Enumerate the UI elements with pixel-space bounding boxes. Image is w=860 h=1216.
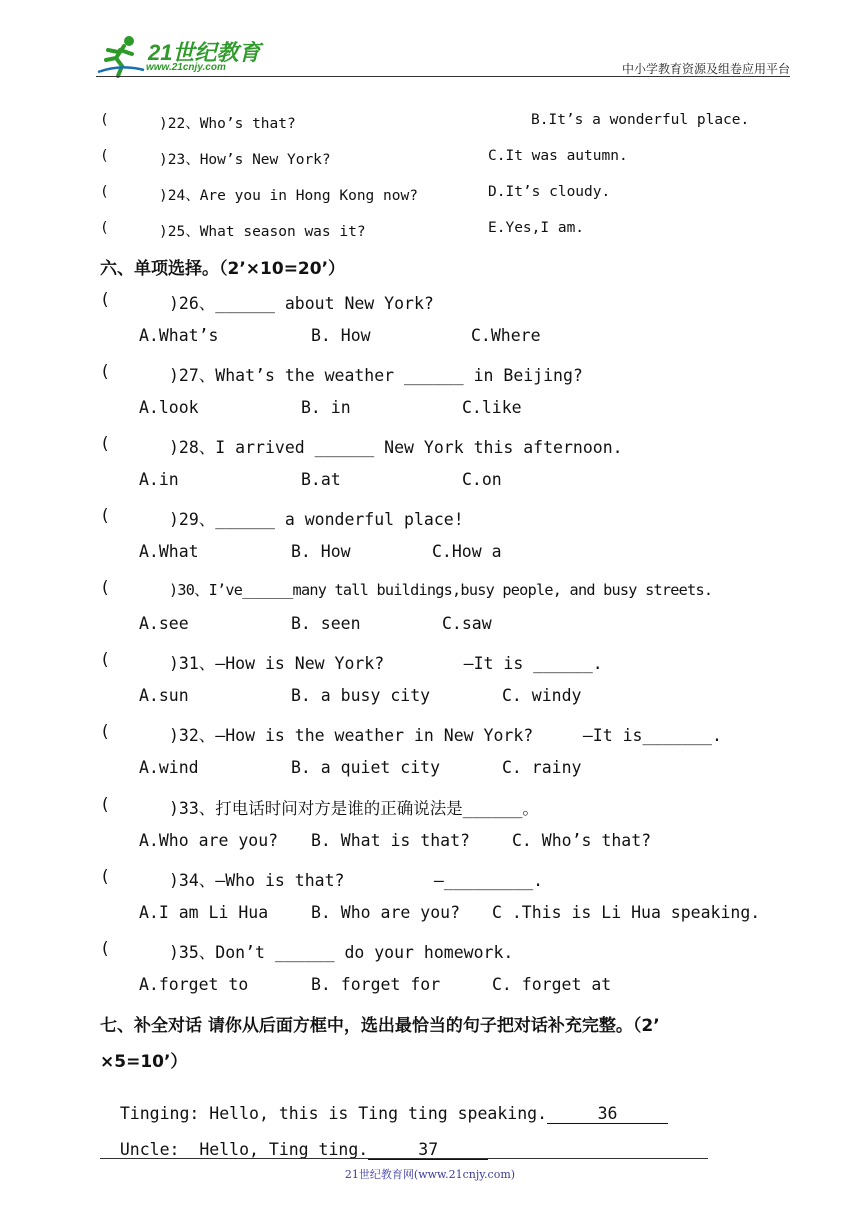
q26-option-b: B. How bbox=[311, 326, 371, 345]
question-29: )29、______ a wonderful place! bbox=[169, 510, 464, 529]
q31-option-c: C. windy bbox=[502, 686, 582, 705]
question-31: )31、—How is New York? —It is ______. bbox=[169, 654, 603, 673]
paren-33: ( bbox=[100, 795, 110, 814]
blank-37 bbox=[368, 1140, 488, 1160]
q32-option-c: C. rainy bbox=[502, 758, 582, 777]
q31-option-a: A.sun bbox=[139, 686, 189, 705]
question-25: )25、What season was it? bbox=[159, 224, 366, 240]
blank-36 bbox=[547, 1104, 668, 1124]
q31-option-b: B. a busy city bbox=[291, 686, 431, 705]
q35-option-b: B. forget for bbox=[311, 975, 441, 994]
question-34: )34、—Who is that? —_________. bbox=[169, 871, 544, 890]
option-b-match: B.It’s a wonderful place. bbox=[531, 112, 750, 128]
question-30: )30、I’ve______many tall buildings,busy people, and busy streets. bbox=[169, 581, 713, 599]
paren-26: ( bbox=[100, 290, 110, 309]
logo-url: www.21cnjy.com bbox=[146, 62, 226, 73]
paren-28: ( bbox=[100, 434, 110, 453]
q28-option-a: A.in bbox=[139, 470, 179, 489]
logo-text: 21世纪教育 bbox=[148, 40, 261, 65]
question-22: )22、Who’s that? bbox=[159, 116, 296, 132]
blank-37-number: 37 bbox=[418, 1140, 439, 1159]
q29-option-b: B. How bbox=[291, 542, 351, 561]
dialog-text-36: Tinging: Hello, this is Ting ting speaking. bbox=[119, 1104, 548, 1123]
paren-25: ( bbox=[100, 220, 109, 236]
dialog-line-36 bbox=[100, 1085, 668, 1124]
paren-27: ( bbox=[100, 362, 110, 381]
paren-35: ( bbox=[100, 939, 110, 958]
q27-option-c: C.like bbox=[462, 398, 522, 417]
option-c-match: C.It was autumn. bbox=[488, 148, 628, 164]
paren-23: ( bbox=[100, 148, 109, 164]
q30-option-b: B. seen bbox=[291, 614, 361, 633]
blank-36-number: 36 bbox=[597, 1104, 618, 1123]
option-d-match: D.It’s cloudy. bbox=[488, 184, 611, 200]
platform-name: 中小学教育资源及组卷应用平台 bbox=[621, 62, 790, 76]
paren-30: ( bbox=[100, 578, 110, 597]
paren-34: ( bbox=[100, 867, 110, 886]
question-33: )33、打电话时问对方是谁的正确说法是______。 bbox=[169, 799, 539, 818]
dialog-line-37 bbox=[100, 1121, 488, 1160]
section-7-title-cont: ×5=10’） bbox=[100, 1052, 188, 1072]
q28-option-b: B.at bbox=[301, 470, 341, 489]
q28-option-c: C.on bbox=[462, 470, 502, 489]
q33-option-c: C. Who’s that? bbox=[512, 831, 652, 850]
paren-22: ( bbox=[100, 112, 109, 128]
q30-option-a: A.see bbox=[139, 614, 189, 633]
q26-option-a: A.What’s bbox=[139, 326, 219, 345]
q27-option-a: A.look bbox=[139, 398, 199, 417]
q29-option-a: A.What bbox=[139, 542, 199, 561]
question-35: )35、Don’t ______ do your homework. bbox=[169, 943, 514, 962]
q34-option-b: B. Who are you? bbox=[311, 903, 461, 922]
site-logo bbox=[96, 34, 271, 78]
section-7-title: 七、补全对话 请你从后面方框中，选出最恰当的句子把对话补充完整。（2’ bbox=[100, 1016, 660, 1036]
q27-option-b: B. in bbox=[301, 398, 351, 417]
question-24: )24、Are you in Hong Kong now? bbox=[159, 188, 418, 204]
q30-option-c: C.saw bbox=[442, 614, 492, 633]
paren-32: ( bbox=[100, 722, 110, 741]
section-6-title: 六、单项选择。（2’×10=20’） bbox=[100, 259, 346, 279]
paren-29: ( bbox=[100, 506, 110, 525]
q35-option-a: A.forget to bbox=[139, 975, 249, 994]
q33-option-b: B. What is that? bbox=[311, 831, 470, 850]
paren-31: ( bbox=[100, 650, 110, 669]
question-28: )28、I arrived ______ New York this afternoon. bbox=[169, 438, 623, 457]
question-27: )27、What’s the weather ______ in Beijing? bbox=[169, 366, 583, 385]
q34-option-c: C .This is Li Hua speaking. bbox=[492, 903, 761, 922]
q32-option-b: B. a quiet city bbox=[291, 758, 441, 777]
dialog-text-37: Uncle: Hello, Ting ting. bbox=[119, 1140, 369, 1159]
footer-text: 21世纪教育网(www.21cnjy.com) bbox=[344, 1168, 516, 1181]
question-32: )32、—How is the weather in New York? —It is_______. bbox=[169, 726, 722, 745]
q29-option-c: C.How a bbox=[432, 542, 502, 561]
runner-logo-icon bbox=[96, 34, 146, 78]
header-divider bbox=[96, 76, 790, 77]
option-e-match: E.Yes,I am. bbox=[488, 220, 585, 236]
question-26: )26、______ about New York? bbox=[169, 294, 434, 313]
q26-option-c: C.Where bbox=[471, 326, 541, 345]
footer-divider bbox=[100, 1158, 708, 1159]
q34-option-a: A.I am Li Hua bbox=[139, 903, 269, 922]
q33-option-a: A.Who are you? bbox=[139, 831, 279, 850]
question-23: )23、How’s New York? bbox=[159, 152, 331, 168]
paren-24: ( bbox=[100, 184, 109, 200]
q35-option-c: C. forget at bbox=[492, 975, 612, 994]
q32-option-a: A.wind bbox=[139, 758, 199, 777]
